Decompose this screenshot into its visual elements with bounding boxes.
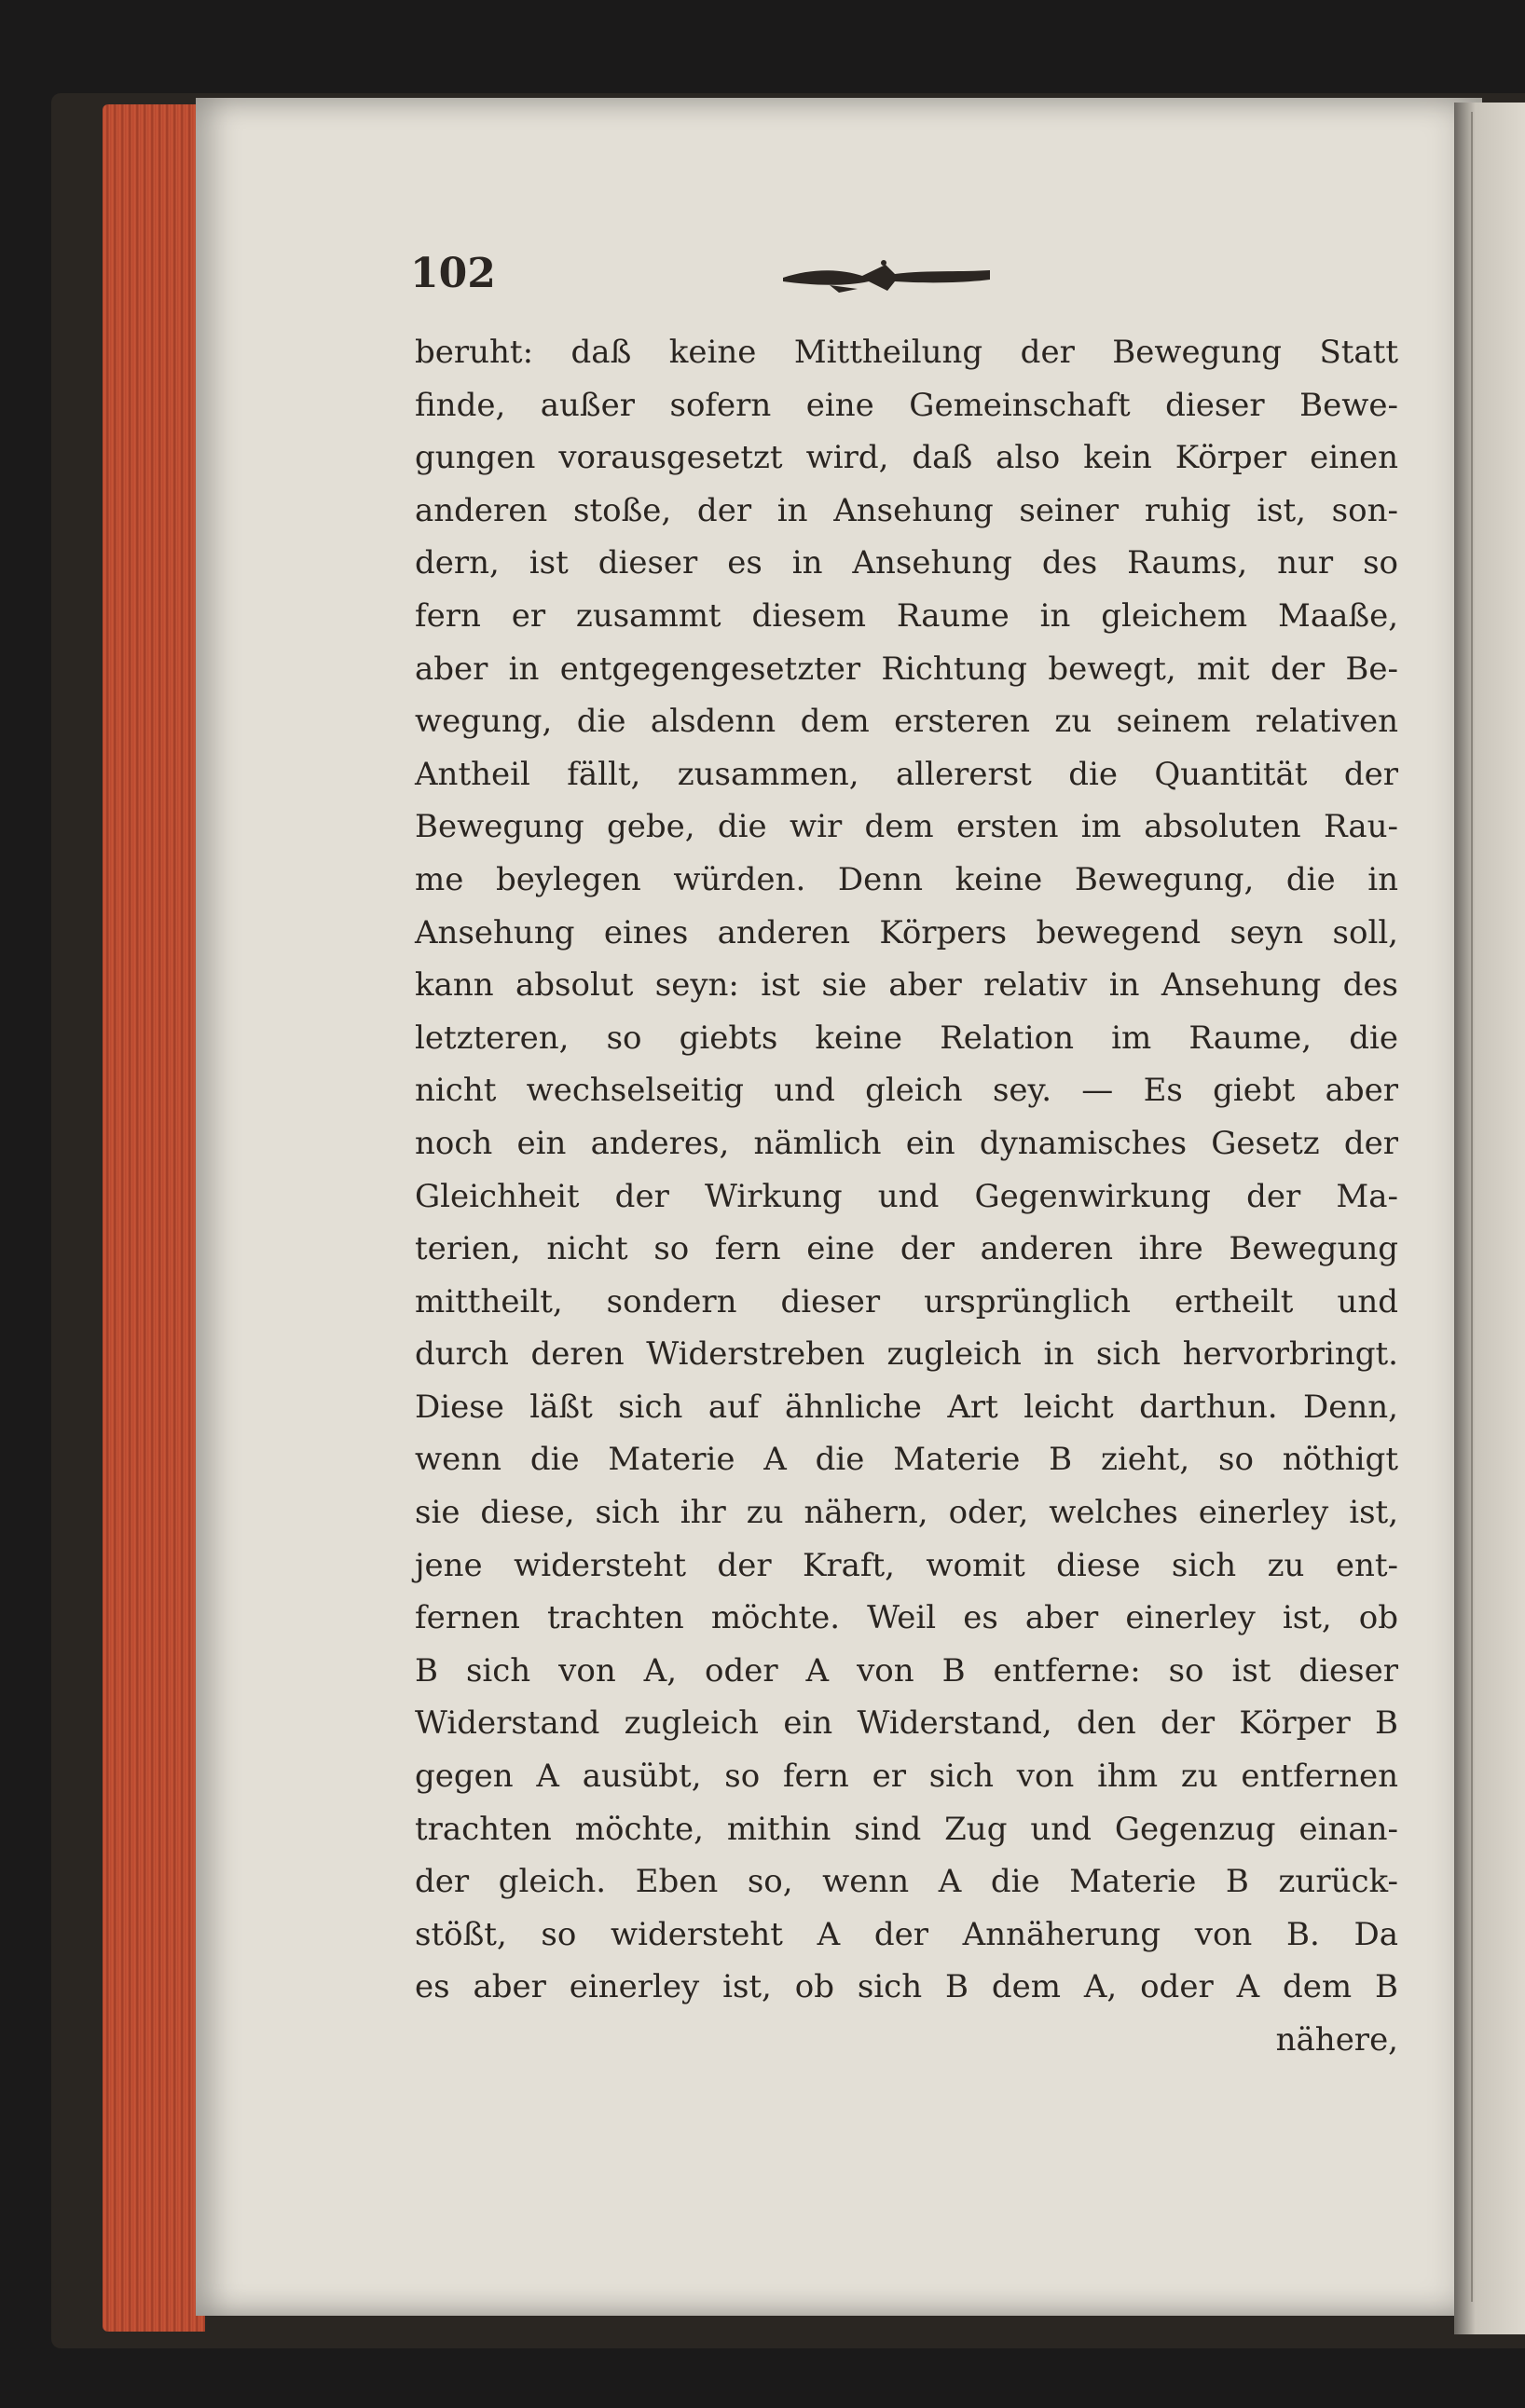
text-line: Widerstand zugleich ein Widerstand, den der Körper B (415, 1704, 1398, 1743)
text-line: Antheil fällt, zusammen, allererst die Quantität der (415, 755, 1398, 793)
text-line: Bewegung gebe, die wir dem ersten im absoluten Rau- (415, 808, 1398, 846)
text-line: gungen vorausgesetzt wird, daß also kein Körper einen (415, 439, 1398, 477)
page-edges (103, 104, 205, 2332)
text-line: gegen A ausübt, so fern er sich von ihm zu entfernen (415, 1758, 1398, 1796)
text-line: Ansehung eines anderen Körpers bewegend seyn soll, (415, 913, 1398, 951)
text-line: aber in entgegengesetzter Richtung bewegt, mit der Be- (415, 650, 1398, 688)
text-line: noch ein anderes, nämlich ein dynamisches Gesetz der (415, 1124, 1398, 1162)
next-page-edge (1454, 103, 1525, 2334)
page-number: 102 (410, 250, 496, 297)
gutter-line (1471, 112, 1473, 2302)
text-line: trachten möchte, mithin sind Zug und Gegenzug einan- (415, 1810, 1398, 1848)
text-line: anderen stoße, der in Ansehung seiner ruhig ist, son- (415, 491, 1398, 529)
text-line: dern, ist dieser es in Ansehung des Raums, nur so (415, 544, 1398, 582)
text-line: stößt, so widersteht A der Annäherung von B. Da (415, 1915, 1398, 1953)
ornament-icon (774, 252, 997, 298)
text-line: durch deren Widerstreben zugleich in sich hervorbringt. (415, 1335, 1398, 1374)
text-line: mittheilt, sondern dieser ursprünglich ertheilt und (415, 1282, 1398, 1320)
text-line: terien, nicht so fern eine der anderen ihre Bewegung (415, 1230, 1398, 1268)
text-line: fernen trachten möchte. Weil es aber einerley ist, ob (415, 1599, 1398, 1637)
text-line: wegung, die alsdenn dem ersteren zu seinem relativen (415, 703, 1398, 741)
text-line: me beylegen würden. Denn keine Bewegung, die in (415, 860, 1398, 898)
text-line: letzteren, so giebts keine Relation im Raume, die (415, 1019, 1398, 1057)
body-text (415, 326, 1398, 2067)
text-line: der gleich. Eben so, wenn A die Materie B zurück- (415, 1863, 1398, 1901)
text-line: wenn die Materie A die Materie B zieht, so nöthigt (415, 1441, 1398, 1479)
text-line: beruht: daß keine Mittheilung der Bewegung Statt (415, 334, 1398, 371)
text-line: sie diese, sich ihr zu nähern, oder, welches einerley ist, (415, 1494, 1398, 1532)
catchword: nähere, (1275, 2021, 1398, 2059)
text-line: jene widersteht der Kraft, womit diese sich zu ent- (415, 1546, 1398, 1584)
text-line: fern er zusammt diesem Raume in gleichem Maaße, (415, 596, 1398, 635)
text-line: Gleichheit der Wirkung und Gegenwirkung der Ma- (415, 1177, 1398, 1215)
text-line: finde, außer sofern eine Gemeinschaft dieser Bewe- (415, 386, 1398, 424)
text-line: B sich von A, oder A von B entferne: so ist dieser (415, 1651, 1398, 1690)
text-line: Diese läßt sich auf ähnliche Art leicht darthun. Denn, (415, 1388, 1398, 1426)
text-line: kann absolut seyn: ist sie aber relativ in Ansehung des (415, 966, 1398, 1005)
text-line: es aber einerley ist, ob sich B dem A, oder A dem B (415, 1968, 1398, 2006)
page-header (410, 250, 988, 306)
text-line: nicht wechselseitig und gleich sey. — Es giebt aber (415, 1072, 1398, 1110)
